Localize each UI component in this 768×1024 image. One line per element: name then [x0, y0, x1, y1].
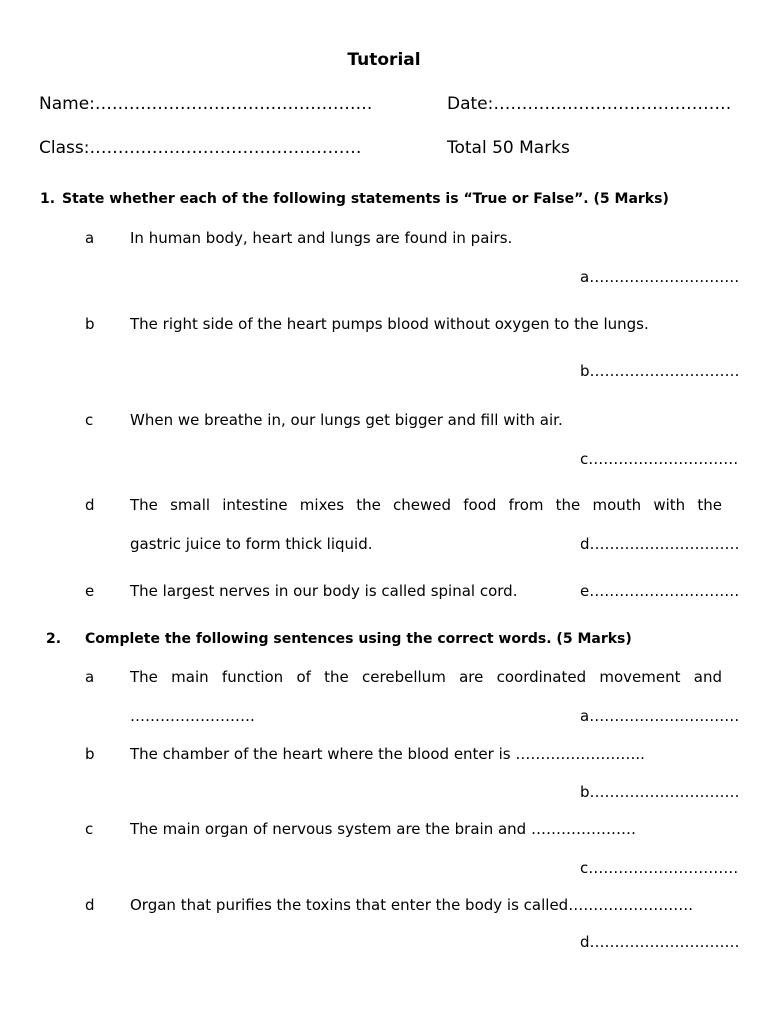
q2a-text: The main function of the cerebellum are coordinated movement and — [130, 668, 722, 686]
q1b-letter: b — [85, 315, 95, 333]
q1a-answer: a………………………… — [580, 268, 740, 286]
q1b-text: The right side of the heart pumps blood without oxygen to the lungs. — [130, 315, 649, 333]
q2c-letter: c — [85, 820, 94, 838]
q1e-text: The largest nerves in our body is called spinal cord. — [130, 582, 518, 600]
q1b-answer: b………………………… — [580, 362, 740, 380]
name-field: Name:…………………………………………. — [39, 94, 373, 114]
q2d-text: Organ that purifies the toxins that enter the body is called……………………. — [130, 896, 693, 914]
q2a-text-cont: ……………………. — [130, 707, 255, 725]
q1d-text-cont: gastric juice to form thick liquid. — [130, 535, 373, 553]
q2c-text: The main organ of nervous system are the brain and ………………… — [130, 820, 636, 838]
page-title: Tutorial — [347, 50, 421, 70]
q1e-letter: e — [85, 582, 95, 600]
section1-heading: State whether each of the following statements is “True or False”. (5 Marks) — [62, 191, 669, 207]
section2-number: 2. — [46, 631, 62, 647]
q2d-letter: d — [85, 896, 95, 914]
q1c-answer: c………………………… — [580, 450, 739, 468]
q1d-letter: d — [85, 496, 95, 514]
q1c-text: When we breathe in, our lungs get bigger and fill with air. — [130, 411, 563, 429]
q2c-answer: c………………………… — [580, 859, 739, 877]
q1a-letter: a — [85, 229, 95, 247]
class-field: Class:………………………………………… — [39, 138, 362, 158]
q1d-answer: d………………………… — [580, 535, 740, 553]
q2a-answer: a………………………… — [580, 707, 740, 725]
q2a-letter: a — [85, 668, 95, 686]
q1c-letter: c — [85, 411, 94, 429]
total-marks: Total 50 Marks — [447, 138, 570, 158]
q2b-letter: b — [85, 745, 95, 763]
q1a-text: In human body, heart and lungs are found in pairs. — [130, 229, 513, 247]
section2-heading: Complete the following sentences using the correct words. (5 Marks) — [85, 631, 632, 647]
q2b-text: The chamber of the heart where the blood enter is …………………….. — [130, 745, 645, 763]
q1d-text: The small intestine mixes the chewed food from the mouth with the — [130, 496, 722, 514]
q1e-answer: e………………………… — [580, 582, 740, 600]
q2d-answer: d………………………… — [580, 933, 740, 951]
section1-number: 1. — [40, 191, 56, 207]
q2b-answer: b………………………… — [580, 783, 740, 801]
date-field: Date:…………………………………… — [447, 94, 732, 114]
